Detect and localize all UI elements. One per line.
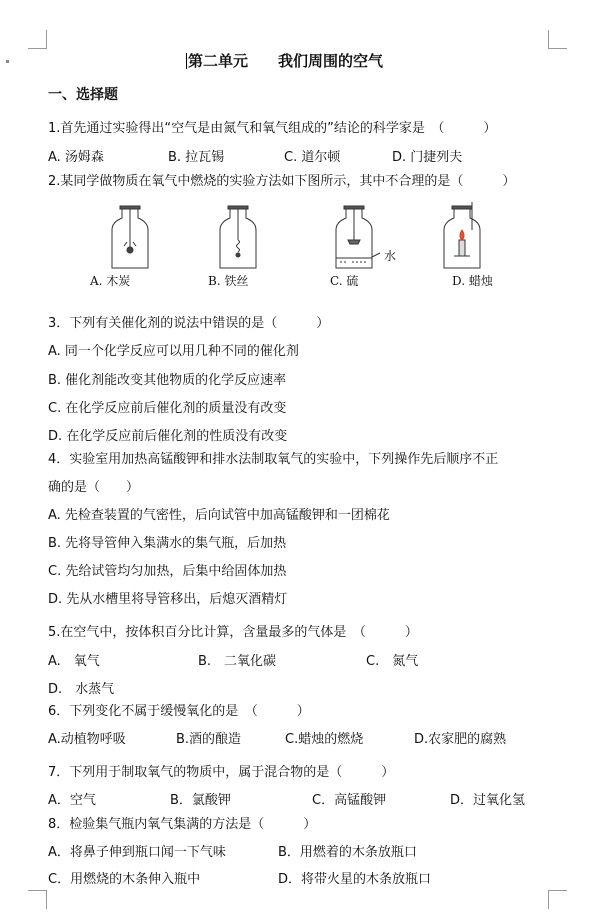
question-1-stem: 1.首先通过实验得出“空气是由氮气和氧气组成的”结论的科学家是 （ ）	[48, 121, 497, 136]
question-3-option-c: C. 在化学反应前后催化剂的质量没有改变	[48, 401, 287, 416]
question-1-option-a: A. 汤姆森	[48, 150, 104, 165]
question-3-option-a: A. 同一个化学反应可以用几种不同的催化剂	[48, 344, 299, 359]
question-1-option-b: B. 拉瓦锡	[168, 150, 225, 165]
question-7-option-d: D．过氧化氢	[450, 793, 526, 808]
jar-iron-wire	[220, 206, 256, 268]
combustion-experiment-figure	[90, 200, 530, 292]
question-4-option-b: B. 先将导管伸入集满水的集气瓶，后加热	[48, 536, 287, 551]
page-corner-mark-bottom-left	[28, 890, 47, 909]
question-8-stem: 8．检验集气瓶内氧气集满的方法是（ ）	[48, 817, 317, 832]
question-8-option-a: A．将鼻子伸到瓶口闻一下气味	[48, 845, 226, 860]
question-6-option-d: D.农家肥的腐熟	[414, 732, 507, 747]
question-3-stem: 3．下列有关催化剂的说法中错误的是（ ）	[48, 316, 330, 331]
question-5-option-c: C. 氮气	[366, 654, 419, 669]
question-7-option-a: A．空气	[48, 793, 96, 808]
page-title	[186, 50, 383, 71]
question-4-option-a: A. 先检查装置的气密性，后向试管中加高锰酸钾和一团棉花	[48, 508, 390, 523]
question-4-stem-line-2: 确的是（ ）	[48, 480, 140, 495]
question-7-option-c: C．高锰酸钾	[312, 793, 387, 808]
question-7-stem: 7．下列用于制取氧气的物质中，属于混合物的是（ ）	[48, 765, 395, 780]
question-1-option-c: C. 道尔顿	[284, 150, 341, 165]
page-title-text: 第二单元 我们周围的空气	[188, 52, 384, 70]
section-heading: 一、选择题	[48, 87, 118, 103]
question-6-option-c: C.蜡烛的燃烧	[285, 732, 364, 747]
page-corner-mark-top-left	[28, 30, 47, 49]
question-2-stem: 2.某同学做物质在氧气中燃烧的实验方法如下图所示，其中不合理的是（ ）	[48, 174, 516, 189]
caption-charcoal: A. 木炭	[90, 274, 131, 288]
margin-marker	[6, 60, 9, 63]
question-6-stem: 6．下列变化不属于缓慢氧化的是 （ ）	[48, 704, 310, 719]
question-1-option-d: D. 门捷列夫	[392, 150, 463, 165]
question-5-option-b: B. 二氧化碳	[198, 654, 277, 669]
caption-candle: D. 蜡烛	[452, 274, 493, 288]
question-8-option-c: C．用燃烧的木条伸入瓶中	[48, 872, 201, 887]
caption-iron-wire: B. 铁丝	[208, 274, 249, 288]
question-4-option-c: C. 先给试管均匀加热，后集中给固体加热	[48, 564, 287, 579]
jar-candle	[444, 202, 480, 268]
jar-sulfur	[336, 206, 380, 268]
water-label: 水	[384, 249, 397, 263]
question-8-option-d: D．将带火星的木条放瓶口	[278, 872, 432, 887]
question-7-option-b: B．氯酸钾	[170, 793, 231, 808]
page-corner-mark-top-right	[548, 30, 567, 49]
caption-sulfur: C. 硫	[330, 274, 359, 288]
question-4-option-d: D. 先从水槽里将导管移出，后熄灭酒精灯	[48, 592, 288, 607]
question-5-stem: 5.在空气中，按体积百分比计算，含量最多的气体是 （ ）	[48, 625, 418, 640]
question-4-stem-line-1: 4．实验室用加热高锰酸钾和排水法制取氧气的实验中，下列操作先后顺序不正	[48, 452, 499, 467]
page-corner-mark-bottom-right	[548, 890, 567, 909]
question-8-option-b: B．用燃着的木条放瓶口	[278, 845, 417, 860]
jar-charcoal	[112, 206, 148, 268]
question-3-option-b: B. 催化剂能改变其他物质的化学反应速率	[48, 373, 287, 388]
question-6-option-a: A.动植物呼吸	[48, 732, 126, 747]
text-cursor	[186, 53, 187, 69]
question-6-option-b: B.酒的酿造	[176, 732, 242, 747]
question-5-option-a: A. 氧气	[48, 654, 100, 669]
question-3-option-d: D. 在化学反应前后催化剂的性质没有改变	[48, 429, 288, 444]
question-5-option-d: D. 水蒸气	[48, 682, 115, 697]
